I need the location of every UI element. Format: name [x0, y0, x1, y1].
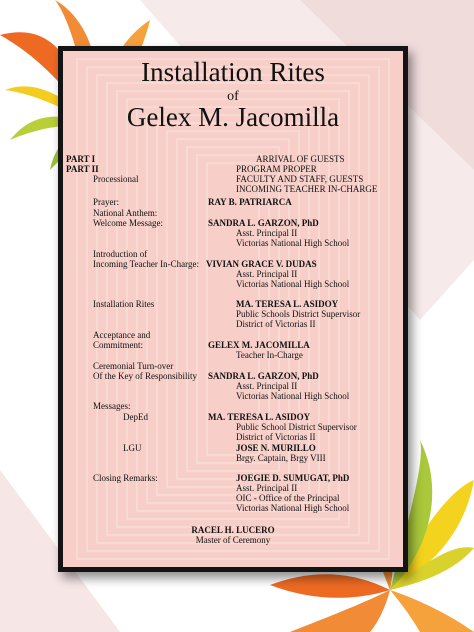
part2-label: PART II — [66, 164, 99, 174]
turnover-label-1: Ceremonial Turn-over — [93, 361, 174, 371]
closing-label: Closing Remarks: — [93, 473, 158, 483]
processional-line-2: INCOMING TEACHER IN-CHARGE — [236, 184, 378, 194]
honoree-name: Gelex M. Jacomilla — [126, 102, 340, 132]
emcee-role: Master of Ceremony — [195, 535, 271, 545]
intro-label-1: Introduction of — [93, 249, 148, 259]
turnover-name: SANDRA L. GARZON, PhD — [208, 371, 319, 381]
turnover-role-2: Victorias National High School — [236, 391, 350, 401]
program-title: Installation Rites — [141, 57, 325, 87]
accept-label-2: Commitment: — [93, 340, 144, 350]
part2-text: PROGRAM PROPER — [236, 164, 317, 174]
part1-text: ARRIVAL OF GUESTS — [256, 154, 345, 164]
deped-role-1: Public School District Supervisor — [236, 422, 357, 432]
program-card — [58, 46, 408, 572]
turnover-label-2: Of the Key of Responsibility — [93, 371, 197, 381]
deped-label: DepEd — [123, 412, 148, 422]
intro-role-2: Victorias National High School — [236, 279, 350, 289]
lgu-role-1: Brgy. Captain, Brgy VIII — [236, 453, 326, 463]
welcome-role-1: Asst. Principal II — [236, 228, 298, 238]
turnover-role-1: Asst. Principal II — [236, 381, 298, 391]
prayer-label: Prayer: — [93, 197, 119, 207]
welcome-label: Welcome Message: — [93, 218, 164, 228]
intro-name: VIVIAN GRACE V. DUDAS — [206, 259, 317, 269]
accept-label-1: Acceptance and — [93, 330, 151, 340]
intro-role-1: Asst. Principal II — [236, 269, 298, 279]
closing-role-2: OIC - Office of the Principal — [236, 493, 340, 503]
accept-name: GELEX M. JACOMILLA — [208, 340, 310, 350]
deped-role-2: District of Victorias II — [236, 432, 316, 442]
intro-label-2: Incoming Teacher In-Charge: — [93, 259, 199, 269]
rites-role-1: Public Schools District Supervisor — [236, 309, 361, 319]
emcee-name: RACEL H. LUCERO — [191, 525, 275, 535]
welcome-name: SANDRA L. GARZON, PhD — [208, 218, 319, 228]
prayer-name: RAY B. PATRIARCA — [208, 197, 292, 207]
rites-name: MA. TERESA L. ASIDOY — [236, 299, 339, 309]
processional-line-1: FACULTY AND STAFF, GUESTS — [236, 174, 364, 184]
closing-role-3: Victorias National High School — [236, 503, 350, 513]
closing-name: JOEGIE D. SUMUGAT, PhD — [236, 473, 350, 483]
accept-role-1: Teacher In-Charge — [236, 350, 303, 360]
messages-label: Messages: — [93, 401, 131, 411]
title-connector: of — [227, 89, 239, 104]
lgu-label: LGU — [123, 443, 142, 453]
rites-label: Installation Rites — [93, 299, 155, 309]
closing-role-1: Asst. Principal II — [236, 483, 298, 493]
lgu-name: JOSE N. MURILLO — [236, 443, 316, 453]
deped-name: MA. TERESA L. ASIDOY — [208, 412, 311, 422]
processional-label: Processional — [93, 174, 139, 184]
part1-label: PART I — [66, 154, 96, 164]
rites-role-2: District of Victorias II — [236, 319, 316, 329]
welcome-role-2: Victorias National High School — [236, 238, 350, 248]
anthem-label: National Anthem: — [93, 208, 158, 218]
